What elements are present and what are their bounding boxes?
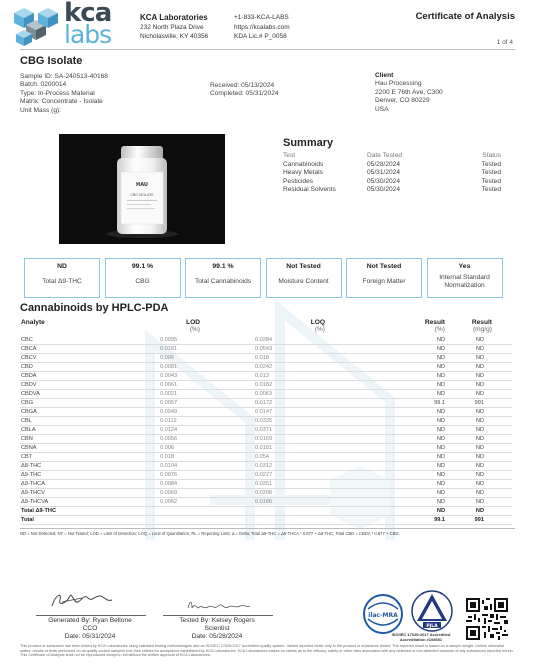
summary-test: Cannabinoids [283, 160, 324, 168]
result-box-moisture [266, 258, 342, 298]
result-box-value: Yes [458, 263, 471, 270]
summary-status: Tested [481, 160, 501, 168]
table-row [20, 345, 512, 354]
col-analyte [20, 318, 160, 336]
cell-analyte: CBNA [20, 444, 160, 453]
col-result-pct [370, 318, 445, 336]
cell-analyte: CBC [20, 336, 160, 345]
cell-loq: 0.013 [255, 372, 370, 381]
cubes-icon [12, 6, 60, 50]
accreditation-caption-line1: ISO/IEC 17025:2017 Accredited [391, 632, 451, 637]
cell-analyte: CBGA [20, 408, 160, 417]
logo-word-labs: labs [64, 20, 112, 49]
cell-result-mg: ND [445, 507, 512, 516]
result-box-foreign-matter [346, 258, 422, 298]
summary-row [283, 161, 515, 170]
table-total-row [20, 516, 512, 525]
result-box-value: ND [57, 263, 67, 270]
table-row [20, 435, 512, 444]
cell-analyte: Δ9-THCV [20, 489, 160, 498]
cell-lod: 0.0021 [160, 390, 255, 399]
table-row [20, 381, 512, 390]
cell-analyte: Δ9-THCA [20, 480, 160, 489]
cell-lod: 0.0061 [160, 381, 255, 390]
cell-analyte: CBT [20, 453, 160, 462]
table-row [20, 390, 512, 399]
result-box-value: Not Tested [286, 263, 321, 270]
document-title: Certificate of Analysis [415, 11, 515, 22]
pjla-seal [409, 589, 455, 637]
cell-lod: 0.0095 [160, 336, 255, 345]
cell-result-mg: ND [445, 417, 512, 426]
col-loq-label: LOQ [310, 319, 325, 326]
kca-logo [12, 0, 132, 50]
result-box-value: 99.1 % [212, 263, 234, 270]
lab-website[interactable]: https://kcalabs.com [234, 23, 290, 31]
product-name: CBG Isolate [20, 55, 83, 67]
client-address2: Denver, CO 80229 [375, 97, 430, 105]
cell-result-pct: ND [370, 489, 445, 498]
cell-result-mg: 991 [445, 399, 512, 408]
ilac-mra-seal [362, 593, 404, 635]
received-date: Received: 05/13/2024 [210, 82, 275, 89]
cell-lod: 0.0181 [160, 345, 255, 354]
generated-by-block [35, 617, 145, 642]
cell-loq: 0.018 [255, 354, 370, 363]
cell-lod: 0.0076 [160, 471, 255, 480]
cell-analyte: CBL [20, 417, 160, 426]
lab-name: KCA Laboratories [140, 13, 208, 22]
table-row [20, 453, 512, 462]
cannabinoids-table-body [20, 336, 512, 525]
summary-status: Tested [481, 169, 501, 177]
lab-address-line2: Nicholasville, KY 40356 [140, 33, 209, 40]
summary-title: Summary [283, 137, 334, 149]
jar-brand: HAU [136, 182, 148, 188]
cell-lod [160, 516, 255, 525]
cell-lod: 0.0124 [160, 426, 255, 435]
summary-date: 05/28/2024 [367, 160, 401, 168]
cell-analyte: CBLA [20, 426, 160, 435]
table-row [20, 444, 512, 453]
cell-result-mg: ND [445, 498, 512, 507]
seal2-text: PJLA [426, 624, 438, 629]
cell-analyte: CBCV [20, 354, 160, 363]
logo-word-kca: kca [64, 0, 112, 28]
lab-phone: +1-833-KCA-LABS [234, 14, 289, 21]
table-row [20, 489, 512, 498]
result-box-total-thc [24, 258, 100, 298]
result-box-cbg [105, 258, 181, 298]
cell-result-pct: ND [370, 507, 445, 516]
summary-status: Tested [481, 177, 501, 185]
summary-col-date: Date Tested [367, 152, 403, 159]
col-result-mg-unit: (mg/g) [472, 326, 492, 333]
cell-loq: 0.0147 [255, 408, 370, 417]
table-row [20, 480, 512, 489]
summary-test: Pesticides [283, 177, 314, 185]
cell-result-mg: ND [445, 444, 512, 453]
cell-result-mg: ND [445, 453, 512, 462]
result-box-value: 99.1 % [131, 263, 154, 270]
cell-loq [255, 516, 370, 525]
table-row [20, 399, 512, 408]
header-divider [20, 49, 515, 50]
cell-result-pct: ND [370, 453, 445, 462]
cell-result-pct: ND [370, 408, 445, 417]
cell-analyte: CBDV [20, 381, 160, 390]
cell-lod: 0.0069 [160, 489, 255, 498]
cell-result-mg: ND [445, 363, 512, 372]
cell-lod: 0.0112 [160, 417, 255, 426]
result-box-label: Total Δ9-THC [42, 278, 82, 285]
legal-disclaimer: This product or substance has been tested by KCA Laboratories using validated testing methodologies and an ISO/IEC 17025:2017 accredited quality system. Values reported relate only to the product or substance tested. The reported result is based on a sample weight. Unless otherwise stated, results of tests performed on all quality control samples met their criteria for acceptance established by KCA Laboratories. KCA Laboratories makes no claims as to the efficacy, safety or other risks associated with any detected or non-detected amounts of any substances reported herein. This Certificate of Analysis shall not be reproduced except in full without the written approval of KCA Laboratories. [20, 644, 514, 658]
cell-lod [160, 507, 255, 516]
accreditation-caption-line2: Accreditation #108651 [399, 637, 443, 642]
summary-date: 05/31/2024 [367, 169, 401, 177]
sample-meta [20, 73, 108, 115]
cell-result-mg: 991 [445, 516, 512, 525]
cell-result-mg: ND [445, 336, 512, 345]
seal1-text: ilac-MRA [368, 612, 398, 619]
client-name: Hau Processing [375, 80, 422, 88]
cell-analyte: Total [20, 516, 160, 525]
signature-line-tested [163, 615, 273, 616]
product-photo [59, 134, 225, 244]
cell-analyte: Δ8-THC [20, 462, 160, 471]
col-lod [160, 318, 255, 336]
cell-lod: 0.0049 [160, 408, 255, 417]
summary-date: 05/30/2024 [367, 186, 401, 194]
cell-analyte: CBD [20, 363, 160, 372]
cell-result-pct: ND [370, 435, 445, 444]
sample-unit-mass: Unit Mass (g): [20, 106, 62, 114]
cell-result-pct: 99.1 [370, 516, 445, 525]
cell-result-mg: ND [445, 345, 512, 354]
cell-analyte: Total Δ9-THC [20, 507, 160, 516]
cell-loq: 0.0172 [255, 399, 370, 408]
signature-kelsey-rogers [184, 598, 254, 614]
lab-info [140, 12, 208, 41]
result-box-label: Total Cannabinoids [194, 278, 252, 285]
lab-license: KDA Lic.# P_0058 [234, 33, 287, 40]
cell-loq: 0.0181 [255, 444, 370, 453]
completed-date: Completed: 05/31/2024 [210, 90, 279, 98]
col-analyte-label: Analyte [21, 319, 45, 326]
cell-result-pct: ND [370, 444, 445, 453]
cell-loq: 0.0186 [255, 498, 370, 507]
summary-row [283, 178, 515, 187]
jar-image [59, 134, 225, 244]
tested-by-block [162, 617, 272, 642]
result-box-total-cannabinoids [185, 258, 261, 298]
cell-result-pct: ND [370, 480, 445, 489]
cell-analyte: CBDA [20, 372, 160, 381]
cell-result-pct: ND [370, 372, 445, 381]
summary-row [283, 186, 515, 195]
cannabinoids-title: Cannabinoids by HPLC-PDA [20, 302, 169, 314]
col-loq-unit: (%) [314, 326, 325, 333]
cell-lod: 0.0104 [160, 462, 255, 471]
table-row [20, 372, 512, 381]
col-lod-label: LOD [186, 319, 200, 326]
summary-panel [283, 137, 515, 195]
lab-address-line1: 232 North Plaza Drive [140, 24, 204, 31]
client-address1: 2200 E 76th Ave, C300 [375, 88, 443, 96]
cell-loq: 0.054 [255, 453, 370, 462]
table-row [20, 363, 512, 372]
accreditation-caption [371, 632, 471, 642]
cell-result-mg: ND [445, 390, 512, 399]
col-lod-unit: (%) [189, 326, 200, 333]
lab-contact [234, 13, 290, 42]
table-row [20, 471, 512, 480]
cell-result-mg: ND [445, 426, 512, 435]
cell-result-pct: ND [370, 417, 445, 426]
cell-result-mg: ND [445, 489, 512, 498]
cell-lod: 0.0081 [160, 363, 255, 372]
cell-result-pct: ND [370, 336, 445, 345]
table-row [20, 408, 512, 417]
cell-lod: 0.0057 [160, 399, 255, 408]
cell-loq: 0.0312 [255, 462, 370, 471]
cell-lod: 0.018 [160, 453, 255, 462]
cell-result-pct: ND [370, 471, 445, 480]
cell-analyte: CBN [20, 435, 160, 444]
sample-id: Sample ID: SA-240513-40168 [20, 73, 108, 80]
table-row [20, 426, 512, 435]
cell-result-mg: ND [445, 381, 512, 390]
cell-lod: 0.0062 [160, 498, 255, 507]
cell-result-mg: ND [445, 435, 512, 444]
summary-row [283, 169, 515, 178]
cell-result-pct: 99.1 [370, 399, 445, 408]
result-box-normalization [427, 258, 503, 298]
cell-loq: 0.0063 [255, 390, 370, 399]
cell-result-pct: ND [370, 345, 445, 354]
cell-result-mg: ND [445, 471, 512, 480]
cell-loq [255, 507, 370, 516]
cell-result-pct: ND [370, 462, 445, 471]
result-box-label: Foreign Matter [362, 278, 406, 285]
generated-by-date: Date: 05/31/2024 [64, 633, 116, 641]
cell-result-mg: ND [445, 372, 512, 381]
table-row [20, 336, 512, 345]
cell-analyte: CBG [20, 399, 160, 408]
client-label: Client [375, 72, 394, 79]
cell-analyte: CBDVA [20, 390, 160, 399]
cell-result-mg: ND [445, 354, 512, 363]
cell-loq: 0.0371 [255, 426, 370, 435]
cell-result-mg: ND [445, 462, 512, 471]
tested-by-name: Tested By: Kelsey Rogers [179, 617, 255, 624]
summary-col-status: Status [482, 152, 501, 159]
cell-loq: 0.0182 [255, 381, 370, 390]
cell-lod: 0.0043 [160, 372, 255, 381]
cell-loq: 0.0543 [255, 345, 370, 354]
col-result-pct-unit: (%) [434, 326, 445, 333]
cell-loq: 0.0206 [255, 489, 370, 498]
jar-label: CBG ISOLATE [130, 193, 154, 197]
generated-by-role: CCO [82, 625, 98, 633]
tested-by-date: Date: 05/28/2024 [191, 633, 243, 641]
table-row [20, 354, 512, 363]
cell-lod: 0.0056 [160, 435, 255, 444]
summary-date: 05/30/2024 [367, 177, 401, 185]
table-total-row [20, 507, 512, 516]
cell-loq: 0.0227 [255, 471, 370, 480]
cell-result-pct: ND [370, 426, 445, 435]
cell-loq: 0.0335 [255, 417, 370, 426]
signature-line-generated [36, 615, 146, 616]
cell-result-pct: ND [370, 381, 445, 390]
signature-ryan-bellone [48, 590, 118, 612]
table-footnote: ND = Not Detected; NT = Not Tested; LOD = Limit of Detection; LOQ = Limit of Quantitation; RL = Reporting Limit; Δ = Delta; Total Δ9-THC = Δ9-THCA * 0.877 + Δ9-THC; Total CBD = CBDA * 0.877 + CBD. [20, 528, 515, 536]
cell-loq: 0.0242 [255, 363, 370, 372]
col-result-mg-label: Result [471, 319, 492, 326]
cell-analyte: Δ9-THCVA [20, 498, 160, 507]
result-box-label: Internal Standard Normalization [439, 274, 490, 289]
summary-col-test: Test [283, 152, 296, 159]
cell-lod: 0.006 [160, 444, 255, 453]
tested-by-role: Scientist [204, 625, 230, 633]
col-result-mg [445, 318, 512, 336]
cell-lod: 0.006 [160, 354, 255, 363]
sample-matrix: Matrix: Concentrate - Isolate [20, 98, 103, 106]
table-header-row [20, 318, 512, 336]
cell-result-pct: ND [370, 390, 445, 399]
cannabinoids-table [20, 318, 512, 525]
cell-analyte: Δ9-THC [20, 471, 160, 480]
table-row [20, 417, 512, 426]
cell-result-pct: ND [370, 363, 445, 372]
summary-test: Residual Solvents [283, 186, 336, 194]
cell-analyte: CBCA [20, 345, 160, 354]
sample-dates [210, 82, 279, 99]
client-info [375, 72, 443, 114]
table-row [20, 462, 512, 471]
summary-status: Tested [481, 186, 501, 194]
result-box-label: CBG [135, 278, 150, 285]
result-boxes [24, 258, 504, 298]
summary-header-row [283, 152, 515, 161]
cell-loq: 0.0284 [255, 336, 370, 345]
summary-test: Heavy Metals [283, 169, 323, 177]
cell-result-mg: ND [445, 480, 512, 489]
col-result-pct-label: Result [424, 319, 445, 326]
cell-result-mg: ND [445, 408, 512, 417]
sample-batch: Batch: 0200014 [20, 81, 67, 89]
client-country: USA [375, 105, 389, 113]
cell-result-pct: ND [370, 354, 445, 363]
col-loq [255, 318, 370, 336]
page-number: 1 of 4 [496, 39, 513, 46]
cell-loq: 0.0169 [255, 435, 370, 444]
qr-code[interactable] [466, 598, 508, 640]
result-box-label: Moisture Content [278, 278, 329, 285]
table-row [20, 498, 512, 507]
sample-type: Type: In-Process Material [20, 89, 95, 97]
cell-loq: 0.0251 [255, 480, 370, 489]
generated-by-name: Generated By: Ryan Bellone [48, 617, 132, 624]
cell-lod: 0.0084 [160, 480, 255, 489]
cell-result-pct: ND [370, 498, 445, 507]
result-box-value: Not Tested [366, 263, 402, 270]
